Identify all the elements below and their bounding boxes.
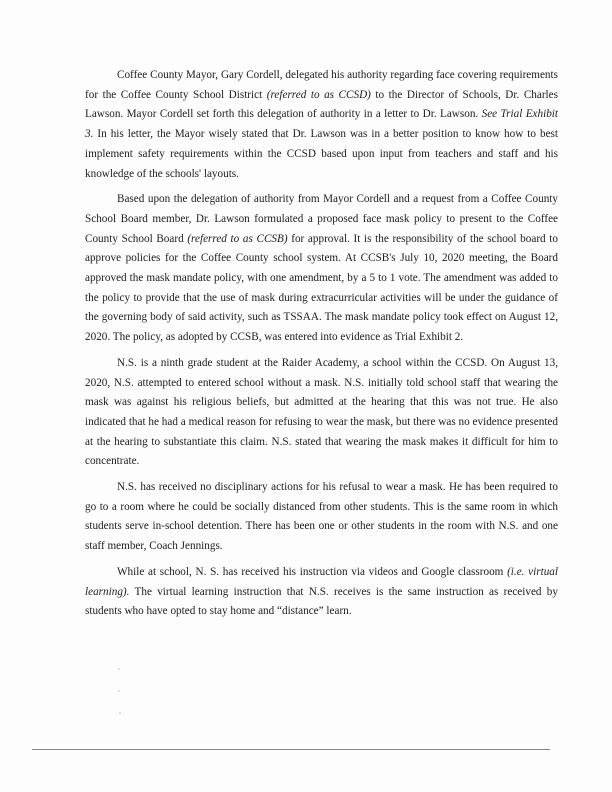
- scan-speck: [119, 712, 121, 714]
- paragraph-board-approval: [85, 190, 558, 348]
- text-segment: In his letter, the Mayor wisely stated that Dr. Lawson was in a better position to know how to best implement safety requirements within the CCSD based upon input from teachers and staff and his knowledge of the schools' layouts.: [85, 128, 558, 180]
- bottom-rule: [32, 749, 550, 750]
- text-segment-italic: See Trial Exhibit 3.: [85, 108, 559, 141]
- text-segment-italic: (i.e. virtual learning).: [85, 565, 558, 598]
- text-segment: to the Director of Schools, Dr. Charles Lawson. Mayor Cordell set forth this delegation of authority in a letter to Dr. Lawson.: [85, 88, 558, 121]
- text-segment-italic: (referred to as CCSD): [266, 88, 371, 101]
- text-segment: Based upon the delegation of authority from Mayor Cordell and a request from a Coffee County School Board member, Dr. Lawson formulated a proposed face mask policy to present to the Coffee County School Board: [85, 193, 558, 245]
- document-body: [85, 66, 558, 622]
- text-segment: N.S. has received no disciplinary actions for his refusal to wear a mask. He has been required to go to a room where he could be socially distanced from other students. This is the same room in which students serve in-school detention. There has been one or other students in the room with N.S. and one staff member, Coach Jennings.: [85, 481, 558, 553]
- paragraph-student-background: [85, 354, 558, 472]
- text-segment: N.S. is a ninth grade student at the Raider Academy, a school within the CCSD. On August 13, 2020, N.S. attempted to entered school without a mask. N.S. initially told school staff that wearing the mask was against his religious beliefs, but admitted at the hearing that this was not true. He also indicated that he had a medical reason for refusing to wear the mask, but there was no evidence presented at the hearing to substantiate this claim. N.S. stated that wearing the mask makes it difficult for him to concentrate.: [85, 356, 558, 468]
- text-segment: While at school, N. S. has received his instruction via videos and Google classroom: [117, 565, 508, 578]
- paragraph-virtual-learning: [85, 563, 558, 622]
- text-segment: Coffee County Mayor, Gary Cordell, delegated his authority regarding face covering requirements for the Coffee County School District: [85, 69, 558, 101]
- scan-speck: [118, 668, 120, 670]
- text-segment: for approval. It is the responsibility of the school board to approve policies for the Coffee County school system. At CCSB's July 10, 2020 meeting, the Board approved the mask mandate policy, with one amendment, by a 5 to 1 vote. The amendment was added to the policy to provide that the use of mask during extracurricular activities will be under the guidance of the governing body of said activity, such as TSSAA. The mask mandate policy took effect on August 12, 2020. The policy, as adopted by CCSB, was entered into evidence as Trial Exhibit 2.: [85, 232, 558, 344]
- paragraph-mayor-delegation: [85, 66, 558, 184]
- text-segment: The virtual learning instruction that N.S. receives is the same instruction as received by students who have opted to stay home and “distance” learn.: [85, 585, 558, 618]
- scan-speck: [118, 690, 120, 692]
- text-segment-italic: (referred to as CCSB): [187, 232, 288, 245]
- paragraph-discipline: [85, 478, 558, 557]
